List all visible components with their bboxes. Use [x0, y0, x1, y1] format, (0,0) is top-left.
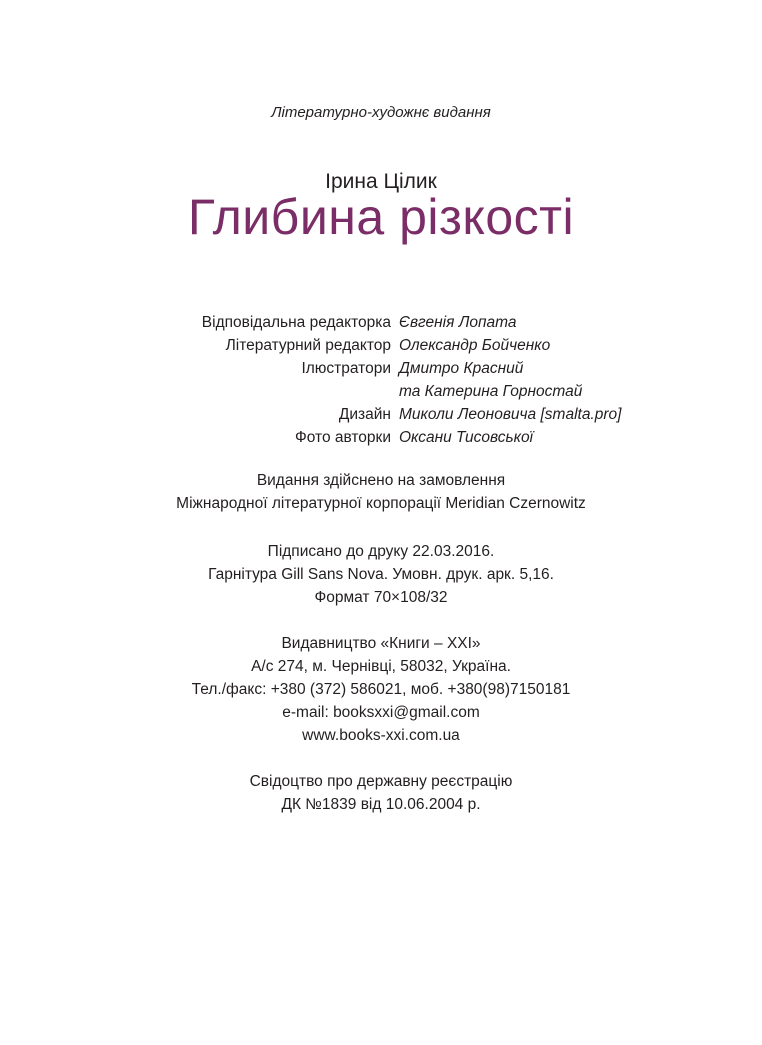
credit-role: Відповідальна редакторка [201, 314, 391, 331]
commission-line: Міжнародної літературної корпорації Meridian Czernowitz [176, 495, 586, 512]
credit-role: Фото авторки [294, 429, 391, 446]
credit-row [0, 357, 762, 380]
credit-role: Ілюстратори [301, 360, 391, 377]
publisher-block [0, 632, 762, 747]
print-info-line: Формат 70×108/32 [314, 589, 448, 606]
print-info-line: Гарнітура Gill Sans Nova. Умовн. друк. арк. 5,16. [208, 566, 554, 583]
print-info-block [0, 540, 762, 609]
registration-block [0, 770, 762, 816]
publisher-email: e-mail: booksxxi@gmail.com [282, 704, 480, 721]
book-title: Глибина різкості [187, 189, 575, 245]
credit-row [0, 311, 762, 334]
credit-role: Літературний редактор [225, 337, 391, 354]
credit-row [0, 380, 762, 403]
credit-name: Олександр Бойченко [399, 337, 551, 354]
registration-line: Свідоцтво про державну реєстрацію [249, 773, 513, 790]
registration-line: ДК №1839 від 10.06.2004 р. [281, 796, 481, 813]
commission-line: Видання здійснено на замовлення [256, 472, 506, 489]
credit-name: Оксани Тисовської [399, 429, 534, 446]
publisher-website: www.books-xxi.com.ua [302, 727, 460, 744]
publisher-name: Видавництво «Книги – ХХІ» [281, 635, 481, 652]
publisher-address: А/с 274, м. Чернівці, 58032, Україна. [251, 658, 511, 675]
credit-row [0, 403, 762, 426]
credit-role: Дизайн [338, 406, 391, 423]
commission-block [0, 469, 762, 515]
credit-name: Євгенія Лопата [399, 314, 517, 331]
author-name: Ірина Цілик [325, 170, 437, 193]
credit-name: Дмитро Красний [399, 360, 524, 377]
credits-list [0, 311, 762, 449]
publisher-phone: Тел./факс: +380 (372) 586021, моб. +380(98)7150181 [191, 681, 571, 698]
genre-label: Літературно-художнє видання [271, 104, 491, 121]
credit-name: та Катерина Горностай [399, 383, 583, 400]
credit-row [0, 426, 762, 449]
credit-name: Миколи Леоновича [smalta.pro] [399, 406, 622, 423]
credit-row [0, 334, 762, 357]
print-info-line: Підписано до друку 22.03.2016. [267, 543, 495, 560]
